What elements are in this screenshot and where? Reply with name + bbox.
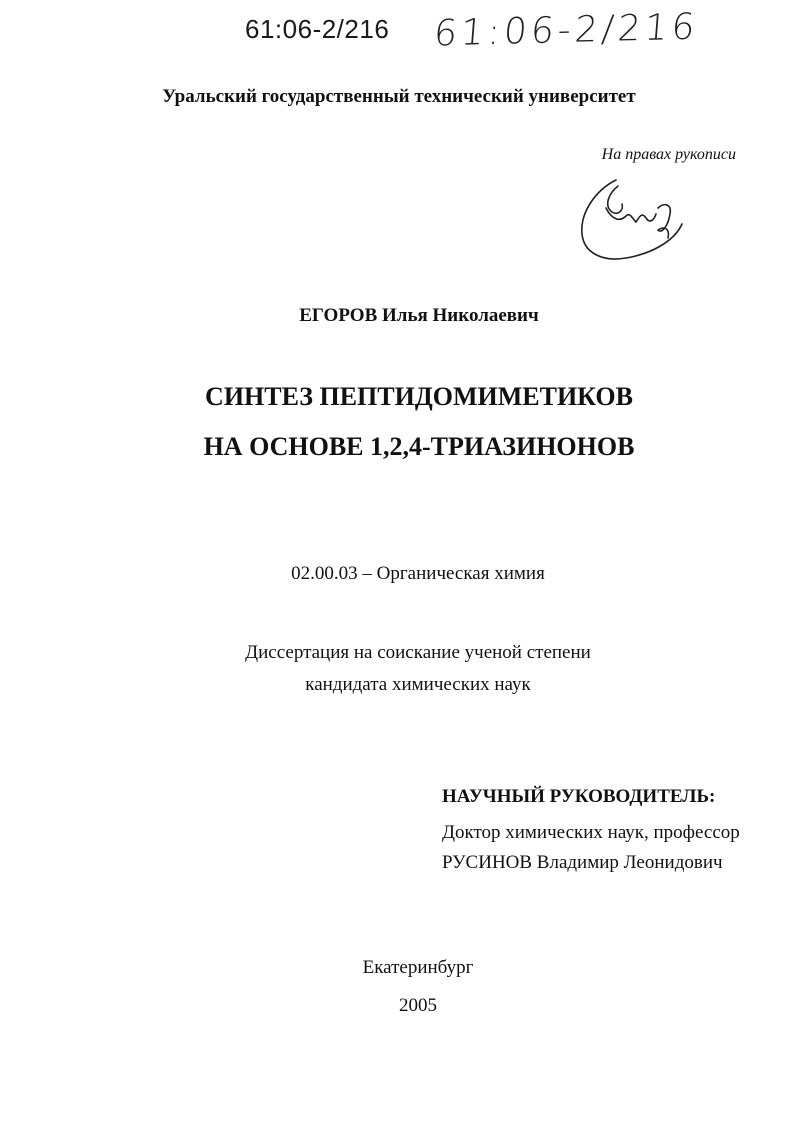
supervisor-name: РУСИНОВ Владимир Леонидович bbox=[442, 852, 723, 873]
author-name bbox=[0, 305, 798, 327]
specialty-code: 02.00.03 – Органическая химия bbox=[291, 563, 545, 584]
university-name: Уральский государственный технический университет bbox=[162, 86, 636, 107]
thesis-title-line-2: НА ОСНОВЕ 1,2,4-ТРИАЗИНОНОВ bbox=[203, 432, 635, 461]
author-surname: ЕГОРОВ bbox=[299, 305, 378, 326]
thesis-title-line-1: СИНТЕЗ ПЕПТИДОМИМЕТИКОВ bbox=[205, 382, 633, 411]
city: Екатеринбург bbox=[362, 957, 474, 978]
handwritten-archive-code: 61:06-2/216 bbox=[432, 6, 701, 55]
year: 2005 bbox=[399, 995, 437, 1016]
rights-note: На правах рукописи bbox=[601, 146, 736, 163]
author-given-names: Илья Николаевич bbox=[382, 305, 539, 326]
dissertation-line-2: кандидата химических наук bbox=[305, 674, 531, 695]
supervisor-block bbox=[442, 786, 740, 882]
signature-icon bbox=[578, 172, 688, 268]
dissertation-line-1: Диссертация на соискание ученой степени bbox=[245, 642, 591, 663]
supervisor-degree: Доктор химических наук, профессор bbox=[442, 822, 740, 843]
archive-stamp-code: 61:06-2/216 bbox=[245, 14, 390, 44]
supervisor-heading: НАУЧНЫЙ РУКОВОДИТЕЛЬ: bbox=[442, 786, 716, 807]
